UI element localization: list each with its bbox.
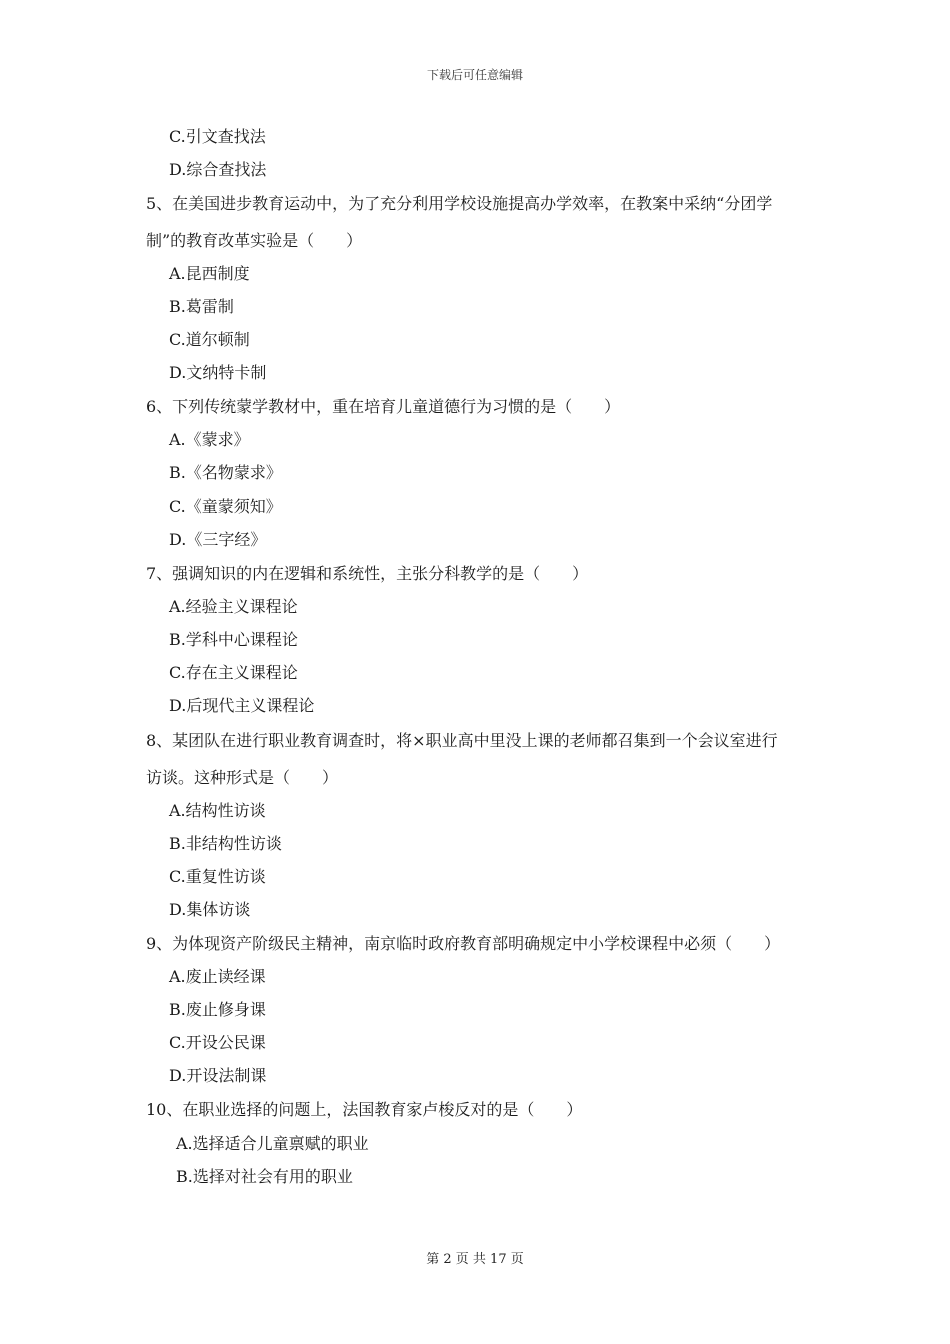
question-text: 5、在美国进步教育运动中，为了充分利用学校设施提高办学效率，在教案中采纳“分团学 [146, 194, 773, 213]
answer-option: A.废止读经课 [169, 967, 266, 986]
answer-option: C.重复性访谈 [169, 867, 266, 886]
answer-option: B.非结构性访谈 [169, 834, 282, 853]
answer-option: C.道尔顿制 [169, 330, 250, 349]
answer-option: D.后现代主义课程论 [169, 696, 315, 715]
answer-option: D.开设法制课 [169, 1066, 267, 1085]
answer-option: A.《蒙求》 [169, 430, 250, 449]
answer-option: D.集体访谈 [169, 900, 251, 919]
answer-option: D.综合查找法 [169, 160, 267, 179]
answer-option: D.文纳特卡制 [169, 363, 267, 382]
question-text: 访谈。这种形式是（ ） [146, 768, 339, 787]
answer-option: B.学科中心课程论 [169, 630, 298, 649]
answer-option: C.引文查找法 [169, 127, 266, 146]
question-text: 10、在职业选择的问题上，法国教育家卢梭反对的是（ ） [146, 1100, 583, 1119]
answer-option: A.昆西制度 [169, 264, 250, 283]
answer-option: A.结构性访谈 [169, 801, 266, 820]
answer-option: C.开设公民课 [169, 1033, 266, 1052]
question-text: 6、下列传统蒙学教材中，重在培育儿童道德行为习惯的是（ ） [146, 397, 621, 416]
answer-option: A.选择适合儿童禀赋的职业 [176, 1134, 369, 1153]
answer-option: B.废止修身课 [169, 1000, 266, 1019]
answer-option: B.选择对社会有用的职业 [176, 1167, 353, 1186]
page-header: 下载后可任意编辑 [426, 68, 523, 82]
answer-option: C.《童蒙须知》 [169, 497, 282, 516]
question-text: 7、强调知识的内在逻辑和系统性，主张分科教学的是（ ） [146, 564, 589, 583]
answer-option: B.葛雷制 [169, 297, 234, 316]
page-footer: 第 2 页 共 17 页 [426, 1252, 524, 1267]
answer-option: A.经验主义课程论 [169, 597, 298, 616]
answer-option: D.《三字经》 [169, 530, 267, 549]
answer-option: C.存在主义课程论 [169, 663, 298, 682]
answer-option: B.《名物蒙求》 [169, 463, 282, 482]
question-text: 9、为体现资产阶级民主精神，南京临时政府教育部明确规定中小学校课程中必须（ ） [146, 934, 781, 953]
question-text: 8、某团队在进行职业教育调查时，将×职业高中里没上课的老师都召集到一个会议室进行 [146, 731, 778, 750]
question-text: 制”的教育改革实验是（ ） [146, 231, 363, 250]
